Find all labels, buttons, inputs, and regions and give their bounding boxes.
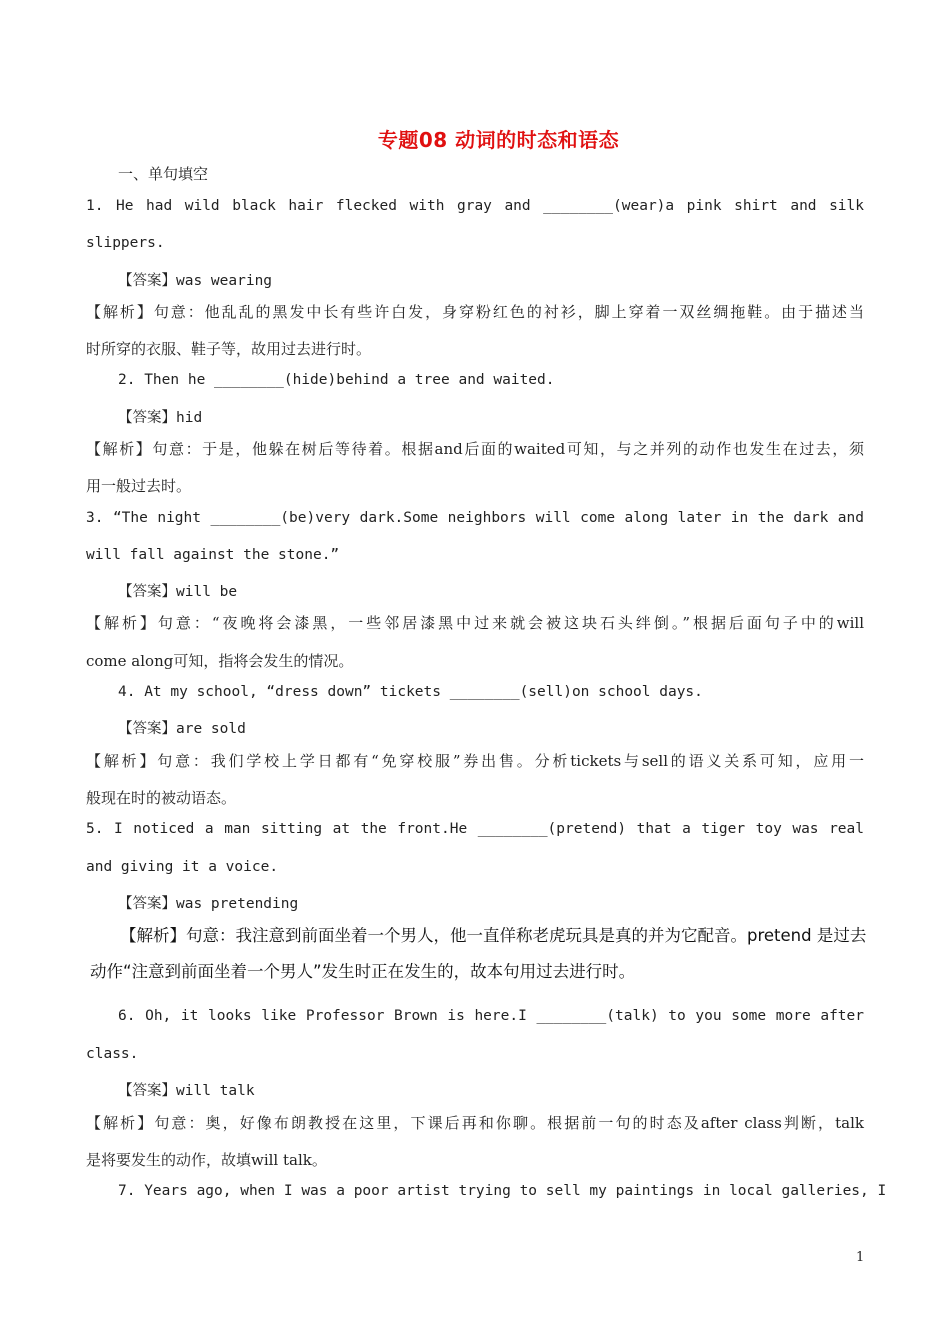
answer-1: 【答案】was wearing xyxy=(118,273,273,289)
explanation-2-line-1: 【解析】句意：于是，他躲在树后等待着。根据and后面的waited可知，与之并列的动作也发生在过去，须 xyxy=(86,440,864,458)
question-1-line-2: slippers. xyxy=(86,235,165,251)
explanation-3-line-1: 【解析】句意：“夜晚将会漆黑，一些邻居漆黑中过来就会被这块石头绊倒。”根据后面句子中的will xyxy=(86,614,864,632)
explanation-6-line-2: 是将要发生的动作，故填will talk。 xyxy=(86,1151,327,1169)
explanation-4-line-1: 【解析】句意：我们学校上学日都有“免穿校服”券出售。分析tickets与sell的语义关系可知，应用一 xyxy=(86,752,864,770)
explanation-1-line-2: 时所穿的衣服、鞋子等，故用过去进行时。 xyxy=(86,340,372,358)
question-7-line-1: 7. Years ago, when I was a poor artist trying to sell my paintings in local galleries, I xyxy=(118,1183,887,1199)
explanation-6-line-1: 【解析】句意：奥，好像布朗教授在这里，下课后再和你聊。根据前一句的时态及after class判断，talk xyxy=(86,1114,864,1132)
question-1-line-1: 1. He had wild black hair flecked with gray and ________(wear)a pink shirt and silk xyxy=(86,198,864,214)
question-5-line-1: 5. I noticed a man sitting at the front.He ________(pretend) that a tiger toy was real xyxy=(86,821,864,837)
page-title: 专题08 动词的时态和语态 xyxy=(377,128,620,152)
question-5-line-2: and giving it a voice. xyxy=(86,859,279,875)
question-3-line-2: will fall against the stone.” xyxy=(86,547,340,563)
explanation-2-line-2: 用一般过去时。 xyxy=(86,477,192,495)
question-3-line-1: 3. “The night ________(be)very dark.Some neighbors will come along later in the dark and xyxy=(86,510,864,526)
answer-4: 【答案】are sold xyxy=(118,721,246,737)
section-heading: 一、单句填空 xyxy=(118,165,209,183)
page-number: 1 xyxy=(856,1250,865,1265)
question-2: 2. Then he ________(hide)behind a tree and waited. xyxy=(118,372,555,388)
explanation-5-line-1: 【解析】句意：我注意到前面坐着一个男人，他一直佯称老虎玩具是真的并为它配音。pretend 是过去 xyxy=(120,926,867,945)
answer-3: 【答案】will be xyxy=(118,584,238,600)
explanation-5-line-2: 动作“注意到前面坐着一个男人”发生时正在发生的，故本句用过去进行时。 xyxy=(90,962,636,981)
explanation-3-line-2: come along可知，指将会发生的情况。 xyxy=(86,652,354,670)
question-4: 4. At my school, “dress down” tickets ________(sell)on school days. xyxy=(118,684,703,700)
answer-5: 【答案】was pretending xyxy=(118,896,299,912)
explanation-4-line-2: 般现在时的被动语态。 xyxy=(86,789,237,807)
question-6-line-2: class. xyxy=(86,1046,139,1062)
explanation-1-line-1: 【解析】句意：他乱乱的黑发中长有些许白发，身穿粉红色的衬衫，脚上穿着一双丝绸拖鞋。由于描述当 xyxy=(86,303,864,321)
question-6-line-1: 6. Oh, it looks like Professor Brown is here.I ________(talk) to you some more after xyxy=(118,1008,864,1024)
answer-6: 【答案】will talk xyxy=(118,1083,255,1099)
answer-2: 【答案】hid xyxy=(118,410,203,426)
